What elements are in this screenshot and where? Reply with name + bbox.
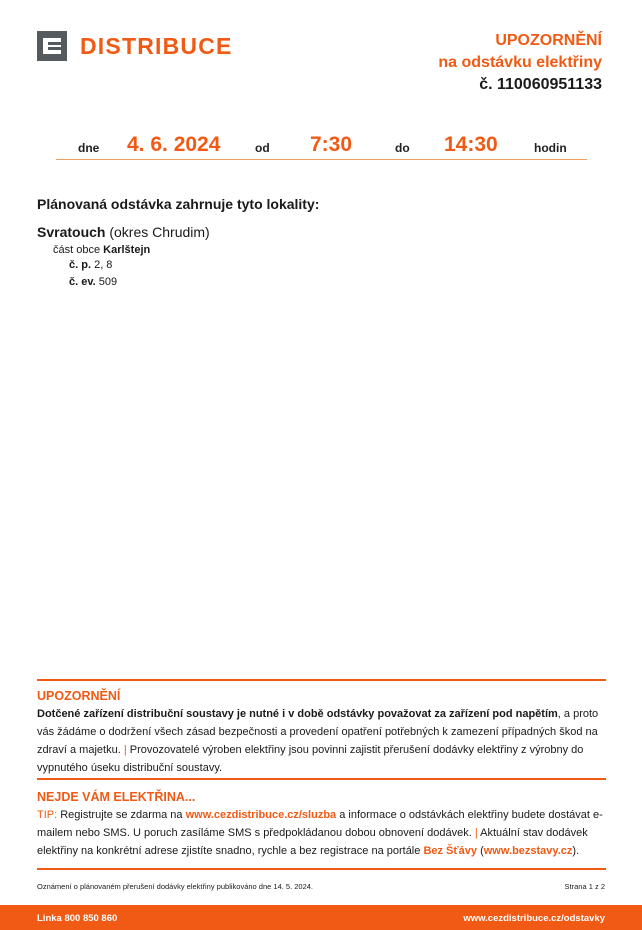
district-name: (okres Chrudim) xyxy=(109,224,210,240)
od-label: od xyxy=(255,141,270,155)
divider xyxy=(37,679,606,681)
separator: | xyxy=(123,744,127,756)
ce-values: 509 xyxy=(98,276,118,288)
notice-subtitle: na odstávku elektřiny xyxy=(438,54,602,71)
time-from: 7:30 xyxy=(310,133,353,156)
hotline[interactable]: Linka 800 850 860 xyxy=(37,913,118,924)
page-number: Strana 1 z 2 xyxy=(564,882,605,891)
warning-text-1: , a proto vás žádáme o dodržení všech zásad bezpečnosti a provedení opatření potřebných k zamezení případných škod na zdraví a majetku. xyxy=(37,708,599,756)
locality-part xyxy=(53,244,150,256)
portal-name: Bez Šťávy xyxy=(423,845,478,857)
warning-text-2: Provozovatelé výroben elektřiny jsou povinni zajistit přerušení dodávky elektřiny z výrobny do vypnutého úseku distribuční soustavy. xyxy=(37,744,584,774)
divider xyxy=(37,868,606,870)
outages-link[interactable]: www.cezdistribuce.cz/odstavky xyxy=(463,913,605,924)
paren-close: ). xyxy=(572,845,580,857)
do-label: do xyxy=(395,141,410,155)
publication-note: Oznámení o plánovaném přerušení dodávky elektřiny publikováno dne 14. 5. 2024. xyxy=(37,882,314,891)
locality-cp xyxy=(69,259,112,271)
no-power-text-2: a informace o odstávkách elektřiny budete dostávat e-mailem nebo SMS. U poruch zasíláme SMS s předpokládanou dobou obnovení dodávek. xyxy=(37,809,603,839)
schedule-row xyxy=(56,126,587,160)
no-power-text xyxy=(37,806,605,860)
cp-values: 2, 8 xyxy=(94,259,113,271)
no-power-text-1: Registrujte se zdarma na xyxy=(60,809,183,821)
separator: | xyxy=(474,827,478,839)
cez-logo-icon xyxy=(37,31,67,61)
hodin-label: hodin xyxy=(534,141,567,155)
warning-text xyxy=(37,705,605,777)
warning-title: UPOZORNĚNÍ xyxy=(37,689,121,703)
locality-town xyxy=(37,224,210,240)
warning-bold: Dotčené zařízení distribuční soustavy je nutné i v době odstávky považovat za zařízení pod napětím xyxy=(37,708,558,720)
paren-open: ( xyxy=(480,845,484,857)
notice-number: č. 110060951133 xyxy=(479,76,602,93)
footer-bar xyxy=(0,905,642,930)
locality-ce xyxy=(69,276,117,288)
no-power-text-3: Aktuální stav dodávek elektřiny na konkrétní adrese zjistíte snadno, rychle a bez registrace na portále xyxy=(37,827,588,857)
localities-title: Plánovaná odstávka zahrnuje tyto lokality: xyxy=(37,196,320,212)
divider xyxy=(37,778,606,780)
brand-name: DISTRIBUCE xyxy=(80,33,233,59)
cp-label: č. p. xyxy=(69,259,92,271)
time-to: 14:30 xyxy=(444,133,498,156)
outage-date: 4. 6. 2024 xyxy=(127,133,221,156)
part-label: část obce xyxy=(53,244,101,256)
ce-label: č. ev. xyxy=(69,276,96,288)
no-power-title: NEJDE VÁM ELEKTŘINA... xyxy=(37,790,196,804)
notice-title: UPOZORNĚNÍ xyxy=(495,32,602,49)
part-name: Karlštejn xyxy=(103,244,151,256)
dne-label: dne xyxy=(78,141,100,155)
notice-header xyxy=(438,30,602,96)
registration-link[interactable]: www.cezdistribuce.cz/sluzba xyxy=(185,809,337,821)
tip-label: TIP: xyxy=(37,809,58,821)
town-name: Svratouch xyxy=(37,224,106,240)
bezstavy-link[interactable]: www.bezstavy.cz xyxy=(483,845,573,857)
